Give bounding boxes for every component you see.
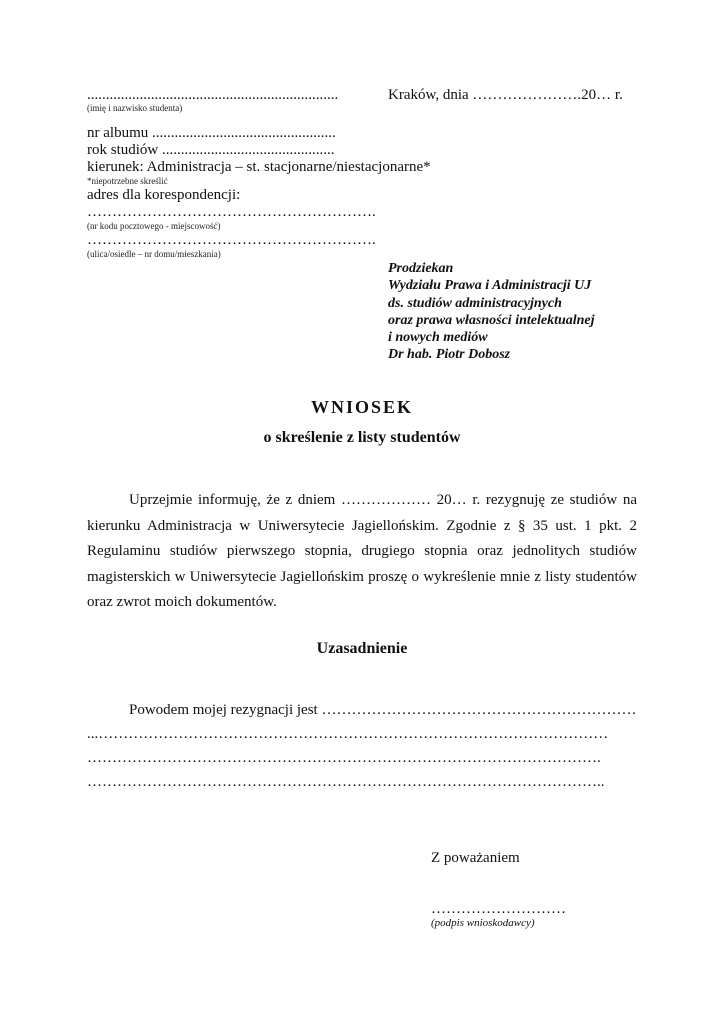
addressee-line: Prodziekan xyxy=(388,261,454,276)
address-line-1: …………………………………………………. xyxy=(87,204,376,220)
signature-line: ……………………… xyxy=(431,901,566,917)
addressee-line: ds. studiów administracyjnych xyxy=(388,295,562,311)
document-title: WNIOSEK xyxy=(310,397,414,417)
addressee-line: Dr hab. Piotr Dobosz xyxy=(388,347,511,363)
paragraph-line: Uprzejmie informuję, że z dniem ……………… 20… r. rezygnuję ze studiów na xyxy=(129,492,637,508)
paragraph-line: magisterskich w Uniwersytecie Jagiellońskim proszę o wykreślenie mnie z listy studentów xyxy=(87,568,637,585)
addressee-line: i nowych mediów xyxy=(388,330,488,346)
reason-line: ...………………………………………………………………………………………… xyxy=(87,726,609,742)
paragraph-line: oraz zwrot moich dokumentów. xyxy=(87,594,277,610)
addressee-block xyxy=(388,260,595,364)
addressee-line: oraz prawa własności intelektualnej xyxy=(388,312,595,328)
album-number-line: nr albumu ................................................. xyxy=(87,125,336,141)
reason-line: ………………………………………………………………………………………….. xyxy=(87,774,605,790)
reason-line: Powodem mojej rezygnacji jest ……………………………………………………… xyxy=(129,702,637,718)
signature-caption: (podpis wnioskodawcy) xyxy=(431,917,535,929)
address-caption-1: (nr kodu pocztowego - miejscowość) xyxy=(87,221,221,231)
study-year-line: rok studiów .............................................. xyxy=(87,142,335,158)
addressee-line: Wydziału Prawa i Administracji UJ xyxy=(388,278,592,294)
address-caption-2: (ulica/osiedle – nr domu/mieszkania) xyxy=(87,249,221,259)
justification-heading: Uzasadnienie xyxy=(316,640,408,657)
reason-line: …………………………………………………………………………………………. xyxy=(87,750,601,766)
student-name-line: ................................................................... xyxy=(87,87,339,103)
closing-regards: Z poważaniem xyxy=(431,850,520,866)
field-note: *niepotrzebne skreślić xyxy=(87,176,168,186)
field-of-study-line: kierunek: Administracja – st. stacjonarne/niestacjonarne* xyxy=(87,159,431,175)
place-date: Kraków, dnia ………………….20… r. xyxy=(388,87,623,103)
address-label: adres dla korespondencji: xyxy=(87,187,241,203)
request-paragraph xyxy=(87,488,637,616)
paragraph-line: Regulaminu studiów pierwszego stopnia, drugiego stopnia oraz jednolitych studiów xyxy=(87,543,637,559)
justification-lines xyxy=(87,698,636,794)
paragraph-line: kierunku Administracja w Uniwersytecie Jagiellońskim. Zgodnie z § 35 ust. 1 pkt. 2 xyxy=(87,517,637,534)
document-subtitle: o skreślenie z listy studentów xyxy=(263,429,461,446)
student-name-caption: (imię i nazwisko studenta) xyxy=(87,103,183,113)
address-line-2: …………………………………………………. xyxy=(87,232,376,248)
